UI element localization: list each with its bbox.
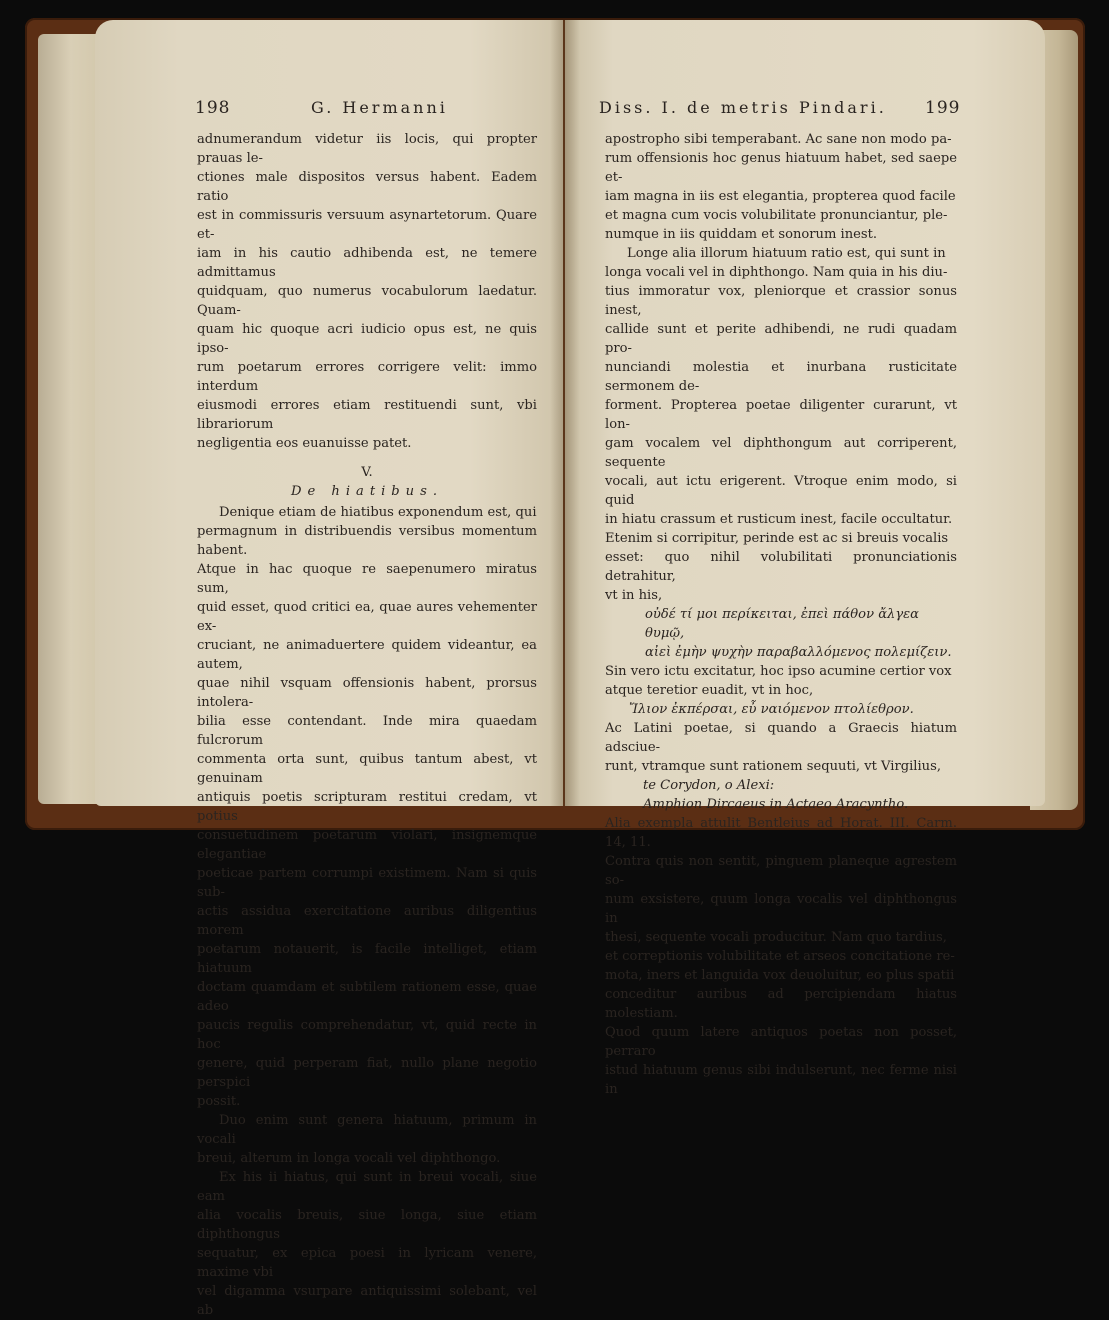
text-line: Duo enim sunt genera hiatuum, primum in vocali — [197, 1113, 537, 1147]
greek-verse-2 — [605, 700, 957, 719]
left-page — [95, 20, 563, 1318]
left-page-number: 198 — [195, 98, 231, 118]
text-line: paucis regulis comprehendatur, vt, quid recte in hoc — [197, 1018, 537, 1052]
text-line: num exsistere, quum longa vocalis vel diphthongus in — [605, 892, 957, 926]
text-line: possit. — [197, 1094, 241, 1109]
text-line: quidquam, quo numerus vocabulorum laedatur. Quam- — [197, 284, 537, 318]
text-line: alia vocalis breuis, siue longa, siue etiam diphthongus — [197, 1208, 537, 1242]
quote-line: Amphion Dircaeus in Actaeo Aracyntho. — [643, 797, 909, 812]
text-line: mota, iners et languida vox deuoluitur, eo plus spatii — [605, 968, 955, 983]
right-paragraph-5 — [605, 814, 957, 1099]
right-paragraph-4 — [605, 719, 957, 776]
text-line: atque teretior euadit, vt in hoc, — [605, 683, 814, 698]
text-line: apostropho sibi temperabant. Ac sane non modo pa- — [605, 132, 952, 147]
text-line: sequatur, ex epica poesi in lyricam venere, maxime vbi — [197, 1246, 537, 1280]
text-line: iam in his cautio adhibenda est, ne temere admittamus — [197, 246, 537, 280]
text-line: Ac Latini poetae, si quando a Graecis hiatum adsciue- — [605, 721, 957, 755]
text-line: rum offensionis hoc genus hiatuum habet, sed saepe et- — [605, 151, 957, 185]
text-line: Contra quis non sentit, pinguem planeque agrestem so- — [605, 854, 957, 888]
right-running-head: Diss. I. de metris Pindari. — [599, 98, 887, 117]
text-line: esset: quo nihil volubilitati pronunciationis detrahitur, — [605, 550, 957, 584]
text-line: cruciant, ne animaduertere quidem videantur, ea autem, — [197, 638, 537, 672]
text-line: Alia exempla attulit Bentleius ad Horat. III. Carm. 14, 11. — [605, 816, 957, 850]
text-line: eiusmodi errores etiam restituendi sunt, vbi librariorum — [197, 398, 537, 432]
verse-line: οὐδέ τί μοι περίκειται, ἐπεὶ πάθον ἄλγεα θυμῷ, — [645, 607, 920, 641]
text-line: quam hic quoque acri iudicio opus est, ne quis ipso- — [197, 322, 537, 356]
text-line: rum poetarum errores corrigere velit: immo interdum — [197, 360, 537, 394]
book-gutter — [550, 20, 580, 806]
left-running-head: G. Hermanni — [311, 98, 448, 117]
text-line: vel digamma vsurpare antiquissimi solebant, vel ab — [197, 1284, 537, 1318]
right-paragraph-3 — [605, 662, 957, 700]
text-line: commenta orta sunt, quibus tantum abest, vt genuinam — [197, 752, 537, 786]
text-line: callide sunt et perite adhibendi, ne rudi quadam pro- — [605, 322, 957, 356]
text-line: poeticae partem corrumpi existimem. Nam si quis sub- — [197, 866, 537, 900]
text-line: gam vocalem vel diphthongum aut corriperent, sequente — [605, 436, 957, 470]
text-line: istud hiatuum genus sibi indulserunt, nec ferme nisi in — [605, 1063, 957, 1097]
text-line: est in commissuris versuum asynartetorum. Quare et- — [197, 208, 537, 242]
text-line: Ex his ii hiatus, qui sunt in breui vocali, siue eam — [197, 1170, 537, 1204]
greek-verse-1 — [605, 605, 957, 662]
left-paragraph-2 — [197, 503, 537, 1111]
text-line: vt in his, — [605, 588, 663, 603]
text-line: thesi, sequente vocali producitur. Nam quo tardius, — [605, 930, 947, 945]
text-line: Quod quum latere antiquos poetas non posset, perraro — [605, 1025, 957, 1059]
text-line: in hiatu crassum et rusticum inest, facile occultatur. — [605, 512, 953, 527]
text-line: Etenim si corripitur, perinde est ac si breuis vocalis — [605, 531, 949, 546]
left-paragraph-4 — [197, 1168, 537, 1320]
right-page — [565, 20, 1045, 1097]
section-title: De hiatibus. — [291, 484, 443, 499]
text-line: genere, quid perperam fiat, nullo plane negotio perspici — [197, 1056, 537, 1090]
text-line: nunciandi molestia et inurbana rusticitate sermonem de- — [605, 360, 957, 394]
latin-quote — [605, 776, 957, 814]
text-line: ctiones male dispositos versus habent. Eadem ratio — [197, 170, 537, 204]
text-line: conceditur auribus ad percipiendam hiatus molestiam. — [605, 987, 957, 1021]
text-line: vocali, aut ictu erigerent. Vtroque enim modo, si quid — [605, 474, 957, 508]
text-line: quid esset, quod critici ea, quae aures vehementer ex- — [197, 600, 537, 634]
text-line: consuetudinem poetarum violari, insignemque elegantiae — [197, 828, 537, 862]
right-paragraph-2 — [605, 244, 957, 605]
right-paragraph-1 — [605, 130, 957, 244]
text-line: Denique etiam de hiatibus exponendum est, qui — [219, 505, 537, 520]
text-line: et correptionis volubilitate et arseos concitatione re- — [605, 949, 955, 964]
text-line: breui, alterum in longa vocali vel diphthongo. — [197, 1151, 501, 1166]
text-line: adnumerandum videtur iis locis, qui propter prauas le- — [197, 132, 537, 166]
quote-line: te Corydon, o Alexi: — [643, 778, 775, 793]
left-paragraph-3 — [197, 1111, 537, 1168]
text-line: longa vocali vel in diphthongo. Nam quia in his diu- — [605, 265, 948, 280]
text-line: tius immoratur vox, pleniorque et crassior sonus inest, — [605, 284, 957, 318]
left-text-block — [197, 130, 537, 1320]
text-line: bilia esse contendant. Inde mira quaedam fulcrorum — [197, 714, 537, 748]
section-number: V. — [361, 465, 373, 480]
text-line: actis assidua exercitatione auribus diligentius morem — [197, 904, 537, 938]
text-line: Sin vero ictu excitatur, hoc ipso acumine certior vox — [605, 664, 952, 679]
text-line: Longe alia illorum hiatuum ratio est, qui sunt in — [627, 246, 946, 261]
text-line: iam magna in iis est elegantia, propterea quod facile — [605, 189, 956, 204]
text-line: runt, vtramque sunt rationem sequuti, vt Virgilius, — [605, 759, 941, 774]
text-line: negligentia eos euanuisse patet. — [197, 436, 412, 451]
text-line: numque in iis quiddam et sonorum inest. — [605, 227, 878, 242]
text-line: doctam quamdam et subtilem rationem esse, quae adeo — [197, 980, 537, 1014]
right-page-number: 199 — [925, 98, 961, 118]
text-line: poetarum notauerit, is facile intelliget, etiam hiatuum — [197, 942, 537, 976]
verse-line: αἰεὶ ἐμὴν ψυχὴν παραβαλλόμενος πολεμίζειν. — [645, 645, 952, 660]
verse-line: Ἴλιον ἐκπέρσαι, εὖ ναιόμενον πτολίεθρον. — [629, 702, 914, 717]
text-line: permagnum in distribuendis versibus momentum habent. — [197, 524, 537, 558]
left-paragraph-1 — [197, 130, 537, 453]
text-line: et magna cum vocis volubilitate pronunciantur, ple- — [605, 208, 948, 223]
text-line: antiquis poetis scripturam restitui credam, vt potius — [197, 790, 537, 824]
text-line: quae nihil vsquam offensionis habent, prorsus intolera- — [197, 676, 537, 710]
right-text-block — [605, 130, 957, 1099]
text-line: Atque in hac quoque re saepenumero miratus sum, — [197, 562, 537, 596]
text-line: forment. Propterea poetae diligenter curarunt, vt lon- — [605, 398, 957, 432]
